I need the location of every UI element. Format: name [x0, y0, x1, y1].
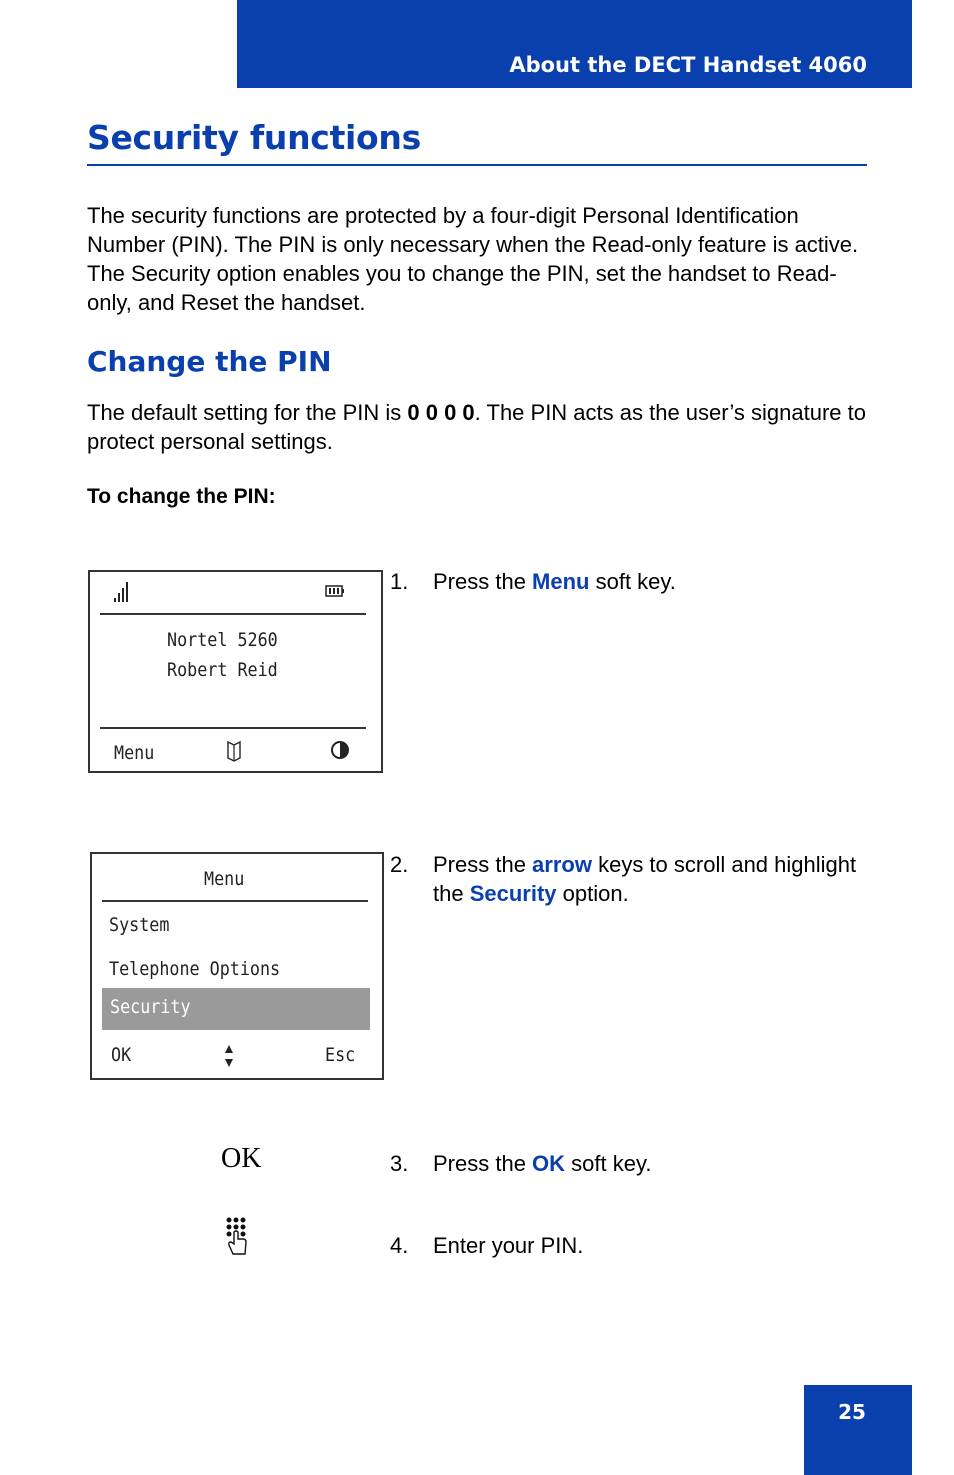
- menu-item-system[interactable]: System: [109, 914, 170, 936]
- procedure-title: To change the PIN:: [87, 485, 276, 508]
- page-number: 25: [838, 1400, 866, 1424]
- header-title: About the DECT Handset 4060: [509, 53, 867, 77]
- handset-idle-screen: [88, 570, 383, 773]
- page-number-badge: [804, 1385, 912, 1475]
- title-rule: [87, 164, 867, 166]
- step-text: option.: [556, 881, 629, 906]
- step-text: Press the: [433, 1151, 533, 1176]
- step-text: soft key.: [589, 569, 676, 594]
- scroll-arrows-icon[interactable]: [224, 1044, 234, 1068]
- step-text: Press the: [433, 852, 533, 877]
- step-number: 3.: [390, 1151, 409, 1176]
- battery-icon: [325, 584, 345, 598]
- menu-item-telephone-options[interactable]: Telephone Options: [109, 958, 281, 980]
- keypad-hand-icon: [224, 1216, 250, 1258]
- step-number: 4.: [390, 1233, 409, 1258]
- screen-line-2: Robert Reid: [167, 659, 278, 681]
- screen-bottom-rule: [100, 727, 366, 729]
- step-text: keys to scroll and highlight the: [433, 852, 857, 906]
- default-pin: 0 0 0 0: [407, 400, 475, 425]
- section-text-before: The default setting for the PIN is: [87, 400, 408, 425]
- esc-softkey[interactable]: Esc: [325, 1044, 356, 1066]
- key-name: Security: [469, 881, 557, 906]
- intro-paragraph: The security functions are protected by a four-digit Personal Identification Number (PIN). The PIN is only necessary when the Read-only feature is active. The Security option enables you to change the PIN, set the handset to Read-only, and Reset the handset.: [87, 203, 859, 315]
- phonebook-icon[interactable]: [226, 740, 242, 762]
- signal-icon: [112, 580, 132, 604]
- menu-title: Menu: [204, 868, 245, 890]
- screen-line-1: Nortel 5260: [167, 629, 278, 651]
- handset-menu-screen: [90, 852, 384, 1080]
- step-number: 1.: [390, 569, 409, 594]
- section-text-after: . The PIN acts as the user’s signature to protect personal settings.: [87, 400, 866, 454]
- section-title: Change the PIN: [87, 345, 332, 378]
- step-text: Enter your PIN.: [433, 1233, 584, 1258]
- menu-title-rule: [102, 900, 368, 902]
- menu-item-security[interactable]: Security: [110, 996, 191, 1018]
- menu-softkey[interactable]: Menu: [114, 742, 155, 764]
- header-bar: [237, 0, 912, 88]
- step-text: soft key.: [565, 1151, 652, 1176]
- section-paragraph: [87, 398, 877, 456]
- key-name: arrow: [532, 852, 592, 877]
- screen-top-rule: [100, 613, 366, 615]
- step-number: 2.: [390, 852, 409, 877]
- contrast-icon[interactable]: [330, 739, 350, 761]
- ok-softkey[interactable]: OK: [111, 1044, 132, 1066]
- page-title: Security functions: [87, 118, 421, 157]
- step-text: Press the: [433, 569, 533, 594]
- key-name: OK: [532, 1151, 566, 1176]
- key-name: Menu: [532, 569, 590, 594]
- ok-key-label: OK: [221, 1143, 262, 1174]
